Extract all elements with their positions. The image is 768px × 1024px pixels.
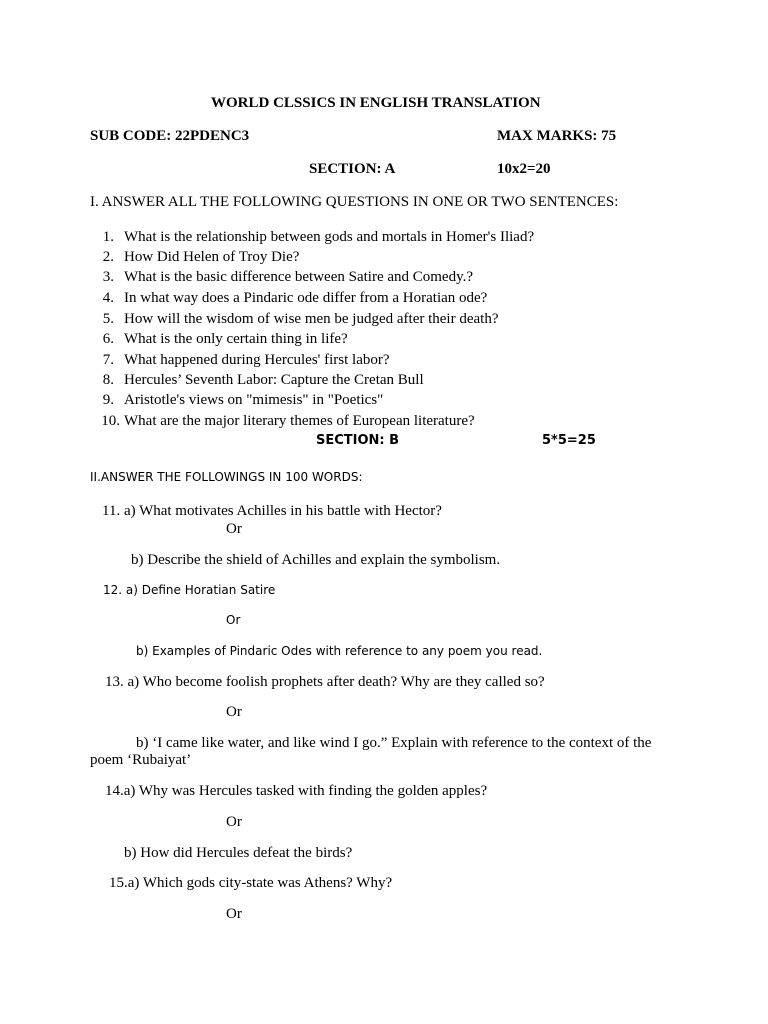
or-divider: Or (226, 906, 242, 922)
sub-code: SUB CODE: 22PDENC3 (90, 128, 250, 144)
question-12b: b) Examples of Pindaric Odes with reference to any poem you read. (136, 644, 543, 658)
question-text: What is the basic difference between Satire and Comedy.? (124, 269, 474, 285)
page-title: WORLD CLSSICS IN ENGLISH TRANSLATION (211, 95, 541, 111)
section-b-marks: 5*5=25 (542, 433, 596, 448)
question-number: 9. (102, 392, 114, 408)
question-number: 8. (102, 372, 114, 388)
section-b-title: SECTION: B (316, 433, 400, 448)
section-a-instruction: I. ANSWER ALL THE FOLLOWING QUESTIONS IN ONE OR TWO SENTENCES: (90, 194, 619, 210)
or-divider: Or (226, 613, 241, 627)
question-number: 6. (102, 331, 114, 347)
question-text: What is the only certain thing in life? (124, 331, 348, 347)
question-text: In what way does a Pindaric ode differ from a Horatian ode? (124, 290, 488, 306)
section-a-title: SECTION: A (309, 161, 396, 177)
or-divider: Or (226, 704, 242, 720)
question-number: 7. (102, 352, 114, 368)
question-text: How Did Helen of Troy Die? (124, 249, 300, 265)
question-number: 3. (102, 269, 114, 285)
question-14b: b) How did Hercules defeat the birds? (124, 845, 353, 861)
question-13b-line1: b) ‘I came like water, and like wind I go.” Explain with reference to the context of the (136, 735, 652, 751)
question-number: 10. (101, 413, 120, 429)
question-11b: b) Describe the shield of Achilles and explain the symbolism. (131, 552, 501, 568)
question-13a: 13. a) Who become foolish prophets after death? Why are they called so? (105, 674, 545, 690)
question-number: 4. (102, 290, 114, 306)
question-text: What is the relationship between gods and mortals in Homer's Iliad? (124, 229, 535, 245)
question-13b-line2: poem ‘Rubaiyat’ (90, 752, 192, 768)
max-marks: MAX MARKS: 75 (497, 128, 617, 144)
question-text: Aristotle's views on "mimesis" in "Poetics" (124, 392, 384, 408)
question-11a: 11. a) What motivates Achilles in his battle with Hector? (102, 503, 442, 519)
question-14a: 14.a) Why was Hercules tasked with finding the golden apples? (105, 783, 488, 799)
section-b-instruction: II.ANSWER THE FOLLOWINGS IN 100 WORDS: (90, 470, 363, 484)
question-15a: 15.a) Which gods city-state was Athens? Why? (109, 875, 393, 891)
section-a-marks: 10x2=20 (497, 161, 551, 177)
question-12a: 12. a) Define Horatian Satire (103, 583, 276, 597)
question-text: What are the major literary themes of European literature? (124, 413, 475, 429)
question-text: Hercules’ Seventh Labor: Capture the Cretan Bull (124, 372, 424, 388)
question-text: How will the wisdom of wise men be judged after their death? (124, 311, 499, 327)
or-divider: Or (226, 521, 242, 537)
question-number: 2. (102, 249, 114, 265)
question-text: What happened during Hercules' first labor? (124, 352, 390, 368)
or-divider: Or (226, 814, 242, 830)
question-number: 1. (102, 229, 114, 245)
question-number: 5. (102, 311, 114, 327)
